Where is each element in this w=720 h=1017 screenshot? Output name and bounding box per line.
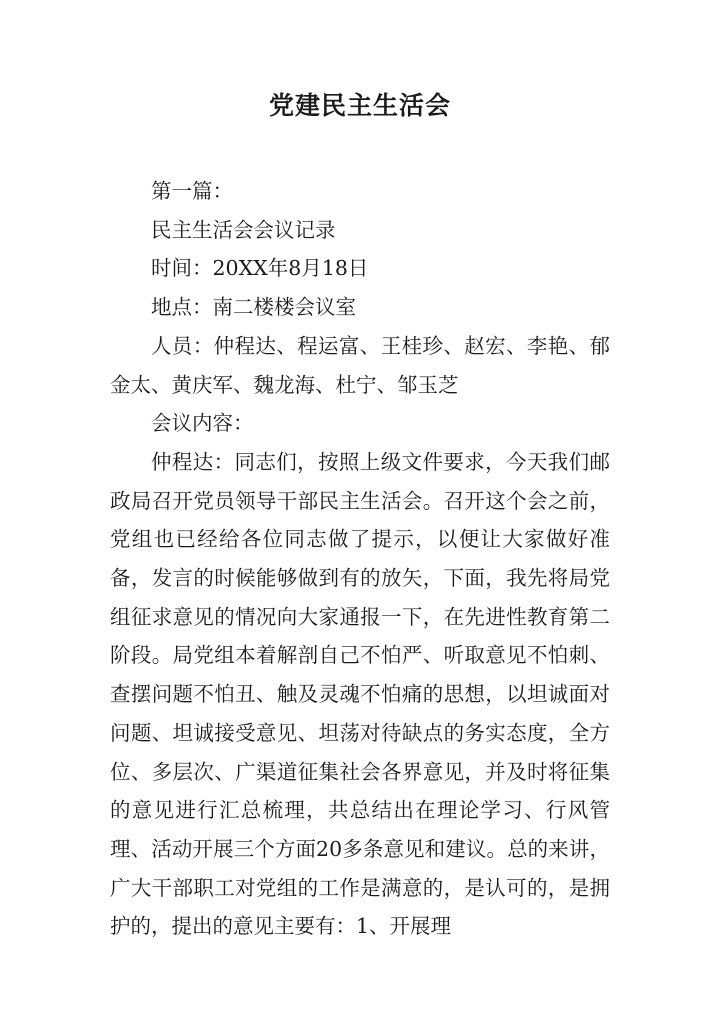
meeting-location: 地点：南二楼楼会议室: [151, 295, 356, 320]
record-title: 民主生活会会议记录: [151, 217, 336, 242]
document-title: 党建民主生活会: [268, 91, 451, 120]
meeting-time: 时间：20XX年8月18日: [151, 256, 369, 281]
meeting-content-label: 会议内容：: [151, 411, 254, 436]
meeting-attendees: 人员：仲程达、程运富、王桂珍、赵宏、李艳、郁金太、黄庆军、魏龙海、杜宁、邹玉芝: [110, 333, 610, 397]
meeting-speech-paragraph: 仲程达：同志们，按照上级文件要求，今天我们邮政局召开党员领导干部民主生活会。召开这个会之前，党组也已经给各位同志做了提示，以便让大家做好准备，发言的时候能够做到有的放矢，下面，我先将局党组征求意见的情况向大家通报一下，在先进性教育第二阶段。局党组本着解剖自己不怕严、听取意见不怕刺、查摆问题不怕丑、触及灵魂不怕痛的思想，以坦诚面对问题、坦诚接受意见、坦荡对待缺点的务实态度，全方位、多层次、广渠道征集社会各界意见，并及时将征集的意见进行汇总梳理，共总结出在理论学习、行风管理、活动开展三个方面20多条意见和建议。总的来讲，广大干部职工对党组的工作是满意的，是认可的，是拥护的，提出的意见主要有：1、开展理: [110, 449, 610, 939]
section-heading: 第一篇：: [151, 179, 233, 203]
document-body: [110, 172, 610, 946]
